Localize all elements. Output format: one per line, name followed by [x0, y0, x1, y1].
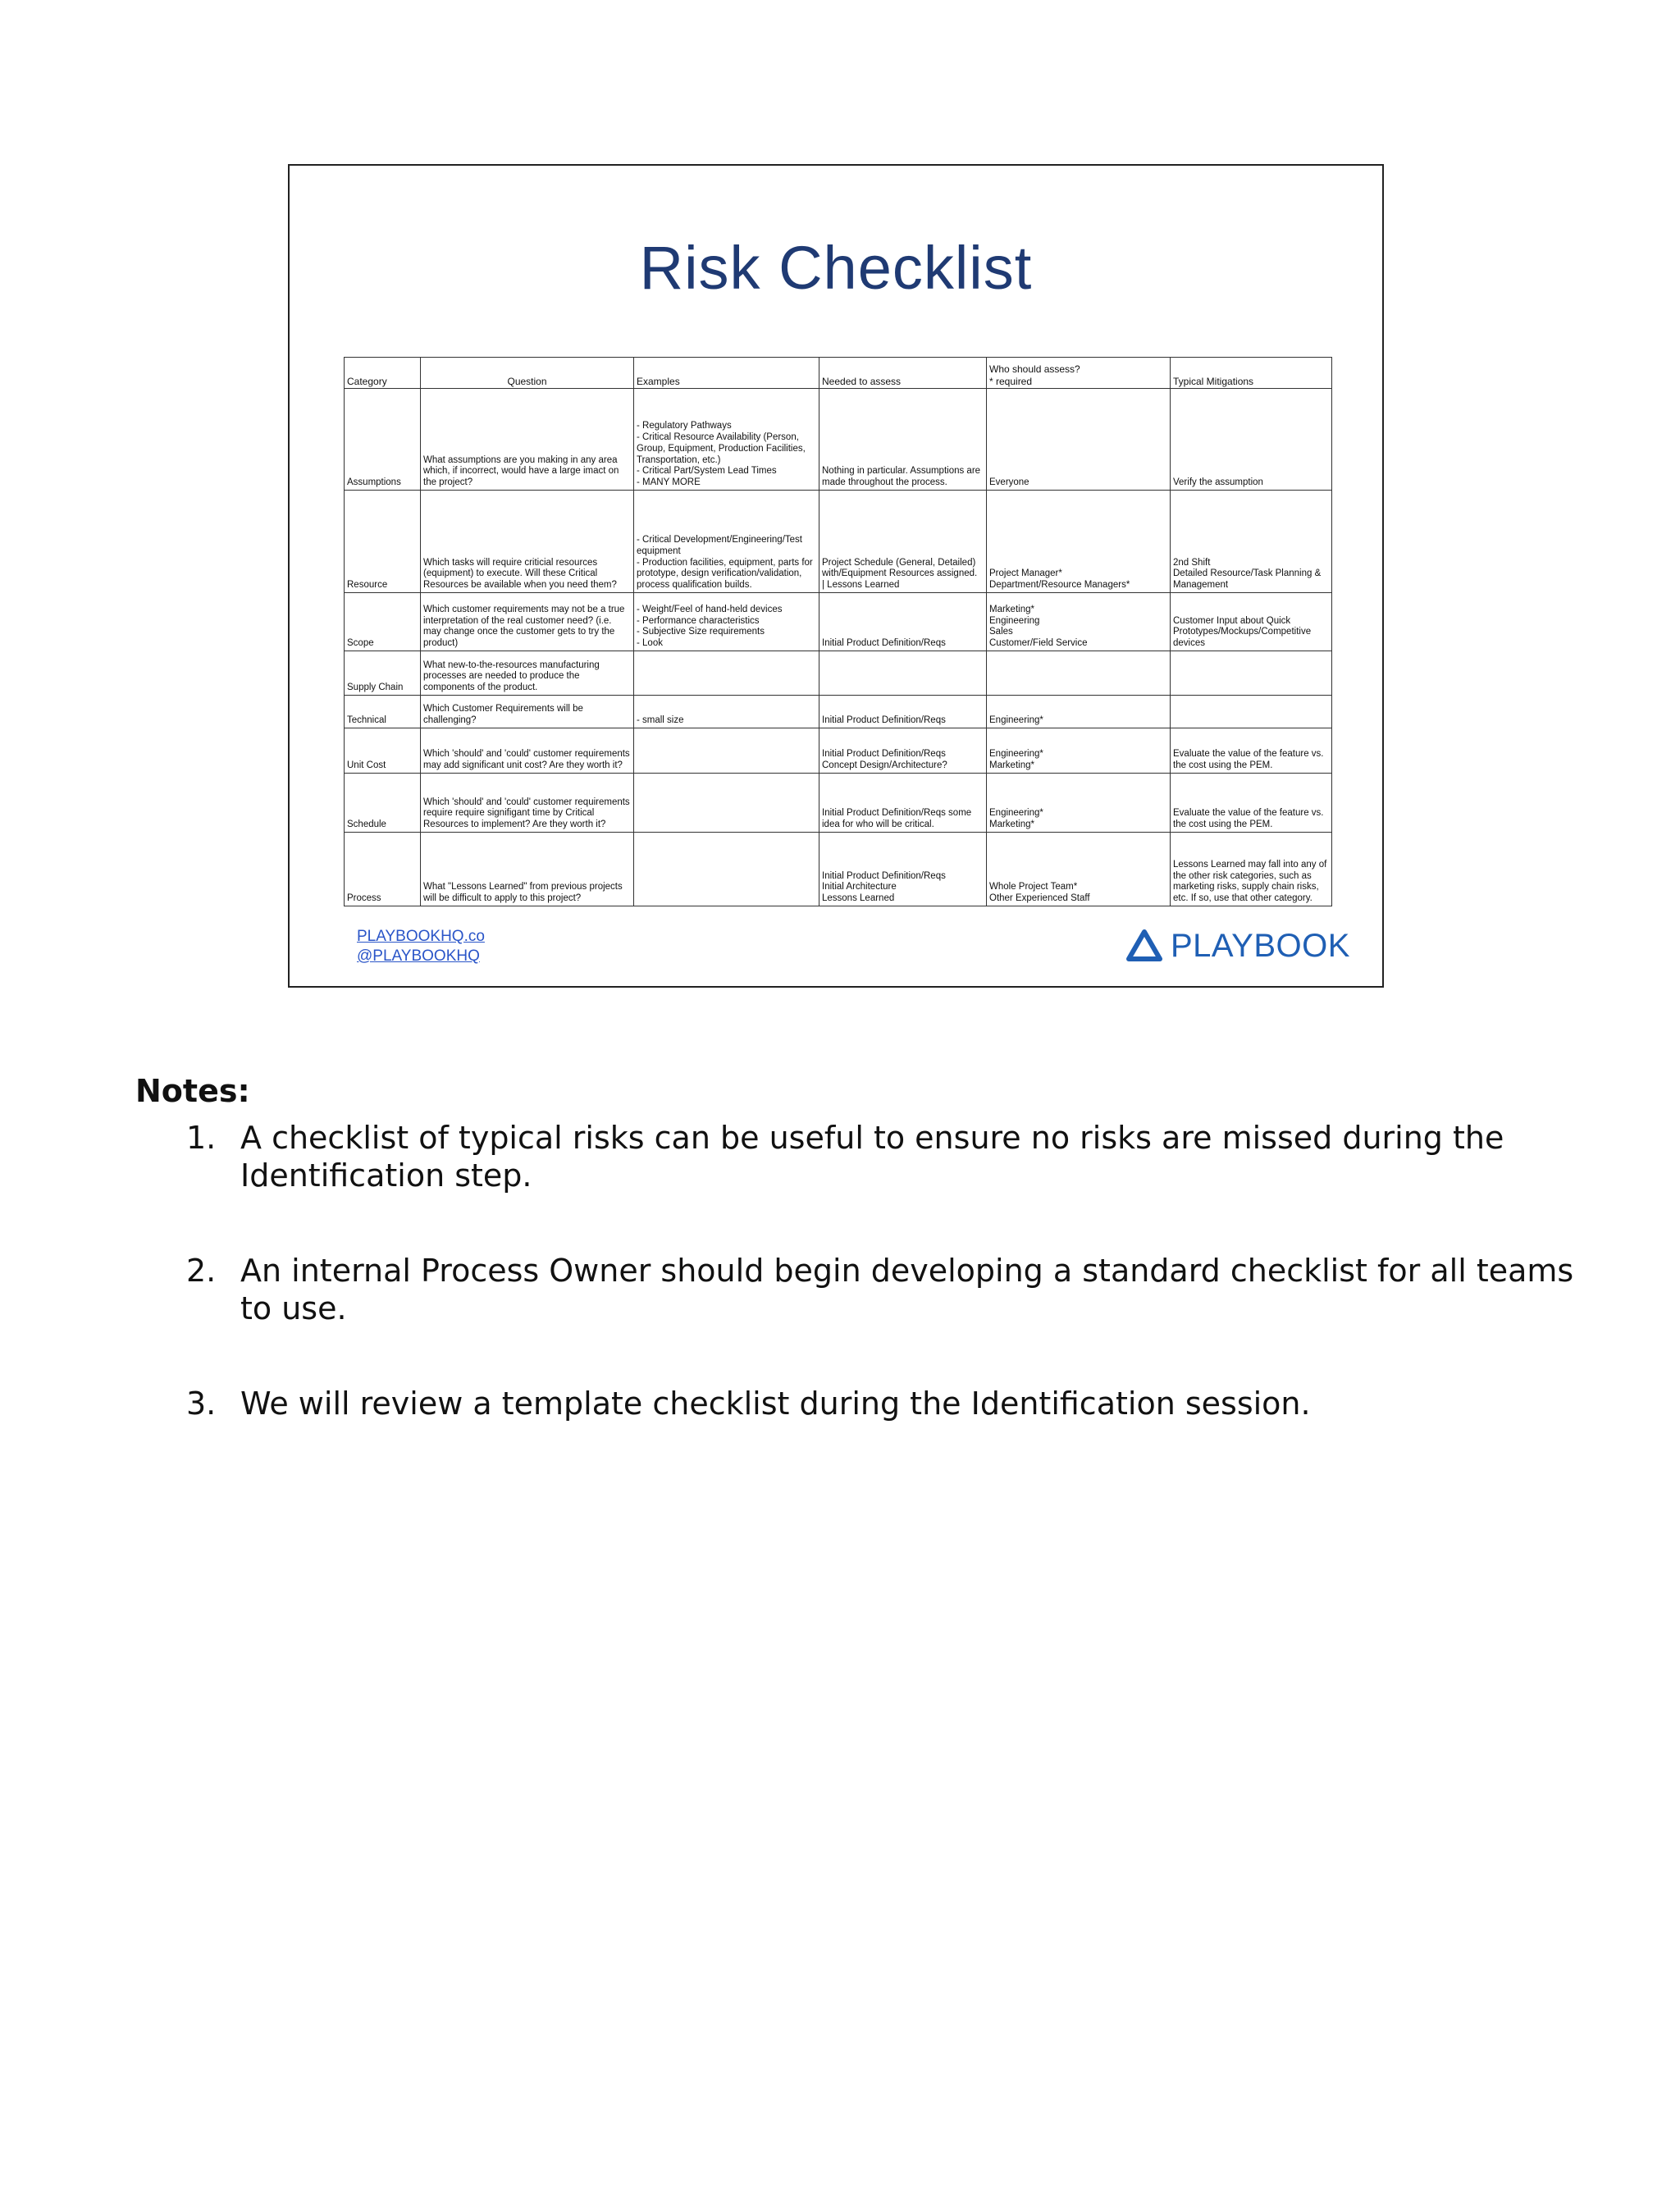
cell-needed — [819, 651, 987, 696]
cell-who: Marketing* Engineering Sales Customer/Field Service — [987, 593, 1171, 651]
note-number: 3. — [186, 1386, 217, 1422]
cell-mitigations: 2nd Shift Detailed Resource/Task Planning & Management — [1171, 491, 1332, 593]
cell-who: Everyone — [987, 389, 1171, 491]
cell-mitigations: Customer Input about Quick Prototypes/Mockups/Competitive devices — [1171, 593, 1332, 651]
note-text: An internal Process Owner should begin developing a standard checklist for all teams to use. — [240, 1253, 1574, 1326]
cell-category: Supply Chain — [345, 651, 421, 696]
cell-who — [987, 651, 1171, 696]
header-needed: Needed to assess — [819, 358, 987, 389]
cell-examples: - Critical Development/Engineering/Test equipment - Production facilities, equipment, parts for prototype, design verification/validation, process qualification builds. — [634, 491, 819, 593]
cell-mitigations: Lessons Learned may fall into any of the other risk categories, such as marketing risks, supply chain risks, etc. If so, use that other category. — [1171, 833, 1332, 906]
table-row — [345, 728, 1332, 774]
cell-category: Technical — [345, 696, 421, 728]
cell-mitigations — [1171, 696, 1332, 728]
note-item — [186, 1385, 1614, 1422]
cell-question: Which Customer Requirements will be challenging? — [421, 696, 634, 728]
cell-question: Which 'should' and 'could' customer requirements may add significant unit cost? Are they worth it? — [421, 728, 634, 774]
cell-who: Whole Project Team* Other Experienced Staff — [987, 833, 1171, 906]
note-number: 1. — [186, 1120, 217, 1156]
cell-needed: Initial Product Definition/Reqs Concept Design/Architecture? — [819, 728, 987, 774]
playbook-handle-link[interactable]: @PLAYBOOKHQ — [357, 947, 480, 965]
cell-examples: - Weight/Feel of hand-held devices - Performance characteristics - Subjective Size requirements - Look — [634, 593, 819, 651]
table-row — [345, 593, 1332, 651]
playbook-logo — [1126, 925, 1350, 966]
cell-question: Which tasks will require criticial resources (equipment) to execute. Will these Critical Resources be available when you need them? — [421, 491, 634, 593]
cell-question: What new-to-the-resources manufacturing processes are needed to produce the components of the product. — [421, 651, 634, 696]
cell-needed: Initial Product Definition/Reqs Initial Architecture Lessons Learned — [819, 833, 987, 906]
cell-category: Unit Cost — [345, 728, 421, 774]
cell-examples — [634, 833, 819, 906]
table-row — [345, 491, 1332, 593]
note-item — [186, 1119, 1614, 1194]
cell-who: Engineering* Marketing* — [987, 728, 1171, 774]
cell-mitigations: Verify the assumption — [1171, 389, 1332, 491]
cell-category: Resource — [345, 491, 421, 593]
note-item — [186, 1252, 1614, 1327]
cell-examples — [634, 774, 819, 833]
cell-needed: Nothing in particular. Assumptions are made throughout the process. — [819, 389, 987, 491]
playbook-triangle-icon — [1126, 929, 1162, 962]
note-text: A checklist of typical risks can be useful to ensure no risks are missed during the Identification step. — [240, 1120, 1504, 1194]
cell-question: What "Lessons Learned" from previous projects will be difficult to apply to this project? — [421, 833, 634, 906]
cell-who: Engineering* — [987, 696, 1171, 728]
footer-links — [357, 927, 485, 966]
table-row — [345, 651, 1332, 696]
risk-checklist-table — [344, 357, 1332, 906]
cell-needed: Initial Product Definition/Reqs some idea for who will be critical. — [819, 774, 987, 833]
cell-mitigations: Evaluate the value of the feature vs. the cost using the PEM. — [1171, 774, 1332, 833]
table-header-row — [345, 358, 1332, 389]
cell-mitigations — [1171, 651, 1332, 696]
header-mitigations: Typical Mitigations — [1171, 358, 1332, 389]
cell-examples: - Regulatory Pathways - Critical Resource Availability (Person, Group, Equipment, Production Facilities, Transportation, etc.) - Critical Part/System Lead Times - MANY MORE — [634, 389, 819, 491]
cell-examples — [634, 651, 819, 696]
cell-needed: Project Schedule (General, Detailed) with/Equipment Resources assigned. | Lessons Learned — [819, 491, 987, 593]
cell-category: Schedule — [345, 774, 421, 833]
playbook-website-link[interactable]: PLAYBOOKHQ.co — [357, 928, 485, 945]
header-examples: Examples — [634, 358, 819, 389]
slide-image — [288, 164, 1384, 988]
cell-mitigations: Evaluate the value of the feature vs. the cost using the PEM. — [1171, 728, 1332, 774]
slide-title: Risk Checklist — [639, 234, 1033, 302]
header-category: Category — [345, 358, 421, 389]
cell-needed: Initial Product Definition/Reqs — [819, 696, 987, 728]
cell-question: Which customer requirements may not be a true interpretation of the real customer need? (i.e. may change once the customer gets to try the product) — [421, 593, 634, 651]
note-number: 2. — [186, 1253, 217, 1289]
table-row — [345, 774, 1332, 833]
cell-category: Assumptions — [345, 389, 421, 491]
notes-title: Notes: — [135, 1073, 250, 1109]
cell-needed: Initial Product Definition/Reqs — [819, 593, 987, 651]
cell-examples — [634, 728, 819, 774]
cell-who: Project Manager* Department/Resource Managers* — [987, 491, 1171, 593]
header-question: Question — [421, 358, 634, 389]
table-row — [345, 696, 1332, 728]
cell-category: Process — [345, 833, 421, 906]
cell-who: Engineering* Marketing* — [987, 774, 1171, 833]
table-row — [345, 389, 1332, 491]
cell-question: What assumptions are you making in any area which, if incorrect, would have a large imact on the project? — [421, 389, 634, 491]
table-row — [345, 833, 1332, 906]
cell-question: Which 'should' and 'could' customer requirements require require signifigant time by Critical Resources to implement? Are they worth it? — [421, 774, 634, 833]
cell-examples: - small size — [634, 696, 819, 728]
cell-category: Scope — [345, 593, 421, 651]
notes-list — [186, 1119, 1614, 1422]
note-text: We will review a template checklist during the Identification session. — [240, 1386, 1311, 1422]
logo-text: PLAYBOOK — [1171, 927, 1350, 964]
header-who: Who should assess? * required — [987, 358, 1171, 389]
